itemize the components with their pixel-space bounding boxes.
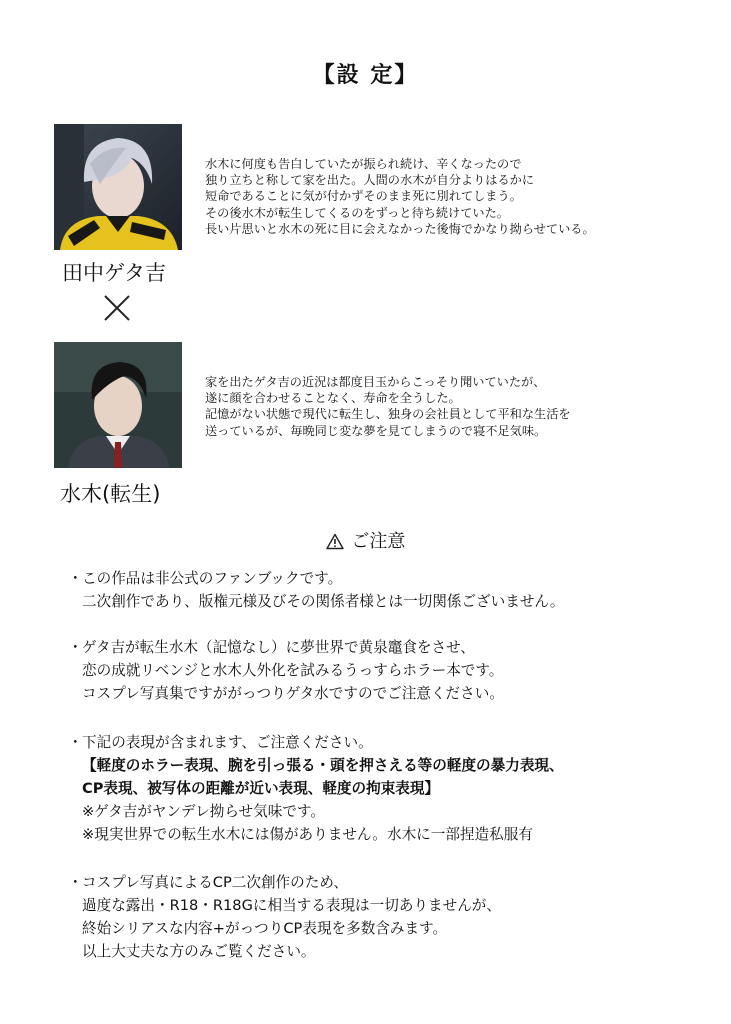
- notice-line: この作品は非公式のファンブックです。: [82, 570, 343, 587]
- notice-item: [68, 871, 501, 963]
- warning-icon: [326, 531, 352, 552]
- description-line: 長い片思いと水木の死に目に会えなかった後悔でかなり拗らせている。: [205, 221, 595, 236]
- notice-line: 二次創作であり、版権元様及びその関係者様とは一切関係ございません。: [82, 593, 565, 610]
- caution-heading-text: ご注意: [351, 531, 406, 552]
- description-line: 家を出たゲタ吉の近況は都度目玉からこっそり聞いていたが、: [205, 375, 546, 389]
- bullet: ・: [68, 734, 83, 751]
- notice-line-bold: 【軽度のホラー表現、腕を引っ張る・頭を押さえる等の軽度の暴力表現、: [82, 757, 564, 774]
- notice-line: ※現実世界での転生水木には傷がありません。水木に一部捏造私服有: [82, 826, 533, 843]
- notice-line: 以上大丈夫な方のみご覧ください。: [82, 943, 316, 960]
- notice-line: 終始シリアスな内容+がっつりCP表現を多数含みます。: [82, 920, 448, 937]
- character-photo-getakichi: [54, 124, 182, 250]
- character-name: 水木(転生): [60, 482, 161, 506]
- description-line: 遂に顔を合わせることなく、寿命を全うした。: [205, 391, 461, 406]
- description-line: 水木に何度も告白していたが振られ続け、辛くなったので: [205, 157, 522, 171]
- character-photo-mizuki: [54, 342, 182, 468]
- bullet: ・: [68, 639, 83, 656]
- character-description: [205, 156, 595, 237]
- notice-item: [68, 731, 564, 846]
- description-line: その後水木が転生してくるのをずっと待ち続けていた。: [205, 205, 509, 220]
- bullet: ・: [68, 570, 83, 587]
- notice-line: ※ゲタ吉がヤンデレ拗らせ気味です。: [82, 803, 325, 820]
- notice-line: コスプレ写真によるCP二次創作のため、: [82, 874, 348, 891]
- character-name: 田中ゲタ吉: [62, 261, 166, 285]
- description-line: 記憶がない状態で現代に転生し、独身の会社員として平和な生活を: [205, 407, 571, 422]
- notice-line: 下記の表現が含まれます、ご注意ください。: [82, 734, 373, 751]
- page-title: 【設 定】: [312, 63, 419, 88]
- notice-line-bold: CP表現、被写体の距離が近い表現、軽度の拘束表現】: [82, 780, 440, 797]
- description-line: 送っているが、毎晩同じ変な夢を見てしまうので寝不足気味。: [205, 423, 547, 438]
- notice-line: コスプレ写真集ですががっつりゲタ水ですのでご注意ください。: [82, 685, 504, 702]
- cross-icon: [102, 293, 132, 327]
- notice-item: [68, 567, 564, 613]
- bullet: ・: [68, 874, 83, 891]
- notice-item: [68, 636, 504, 705]
- notice-line: ゲタ吉が転生水木（記憶なし）に夢世界で黄泉竈食をさせ、: [82, 639, 475, 656]
- notice-line: 過度な露出・R18・R18Gに相当する表現は一切ありませんが、: [82, 897, 501, 914]
- caution-heading: [0, 527, 731, 553]
- notice-line: 恋の成就リベンジと水木人外化を試みるうっすらホラー本です。: [82, 662, 504, 679]
- description-line: 独り立ちと称して家を出た。人間の水木が自分よりはるかに: [205, 173, 535, 188]
- description-line: 短命であることに気が付かずそのまま死に別れてしまう。: [205, 189, 522, 204]
- character-description: [205, 374, 571, 439]
